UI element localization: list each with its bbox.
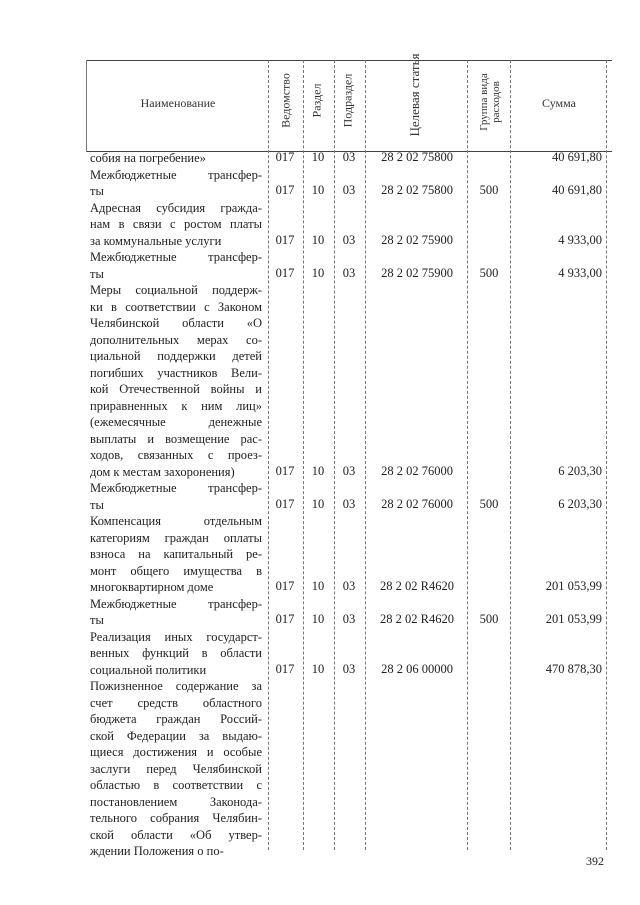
row-name-line: Межбюджетные трансфер-: [90, 481, 262, 495]
row-name-line: бюджета граждан Россий-: [90, 712, 262, 726]
row-razdel: 10: [311, 232, 325, 247]
row-name-line: категориям граждан оплаты: [90, 530, 262, 545]
header-podrazdel: Подраздел: [340, 73, 355, 128]
page-number: 392: [586, 854, 604, 868]
row-name-line: взноса на капитальный ре-: [90, 547, 262, 561]
header-razdel: Раздел: [309, 83, 324, 118]
row-name-line: социальной политики: [90, 662, 207, 677]
col-divider: [467, 60, 468, 850]
header-celevaya: [408, 50, 422, 140]
row-podrazdel: 03: [342, 150, 356, 164]
row-podrazdel: 03: [342, 232, 356, 247]
row-name-line: (ежемесячные денежные: [90, 415, 262, 429]
row-name-line: Пожизненное содержание за: [90, 679, 262, 693]
row-name-line: ходов, связанных с проез-: [90, 448, 262, 462]
row-ved: 017: [275, 232, 295, 247]
row-name-line: Адресная субсидия гражда-: [90, 200, 262, 215]
row-razdel: 10: [311, 612, 325, 626]
row-celevaya: 28 2 02 75900: [381, 232, 453, 247]
row-summa: 470 878,30: [545, 661, 602, 676]
row-razdel: 10: [311, 183, 325, 197]
row-razdel: 10: [311, 463, 325, 478]
row-name-line: многоквартирном доме: [90, 580, 214, 594]
row-ved: 017: [275, 579, 295, 593]
row-celevaya: 28 2 02 75900: [381, 265, 453, 280]
row-name-line: щиеся достижения и особые: [90, 745, 262, 759]
row-name-line: циальной поддержки детей: [90, 349, 262, 363]
col-divider: [606, 60, 607, 850]
row-name-line: монт общего имущества в: [90, 563, 262, 578]
header-summa: Сумма: [542, 96, 576, 110]
header-gruppa-text: Группа вида расходов: [478, 73, 502, 131]
row-podrazdel: 03: [342, 612, 356, 626]
row-name-line: Реализация иных государст-: [90, 629, 262, 644]
row-name-line: дополнительных мерах со-: [90, 332, 262, 347]
row-name-line: счет средств областного: [90, 695, 262, 710]
row-name-line: Меры социальной поддерж-: [90, 283, 262, 297]
row-name-line: Челябинской области «О: [90, 316, 262, 330]
row-celevaya: 28 2 02 76000: [381, 463, 453, 478]
row-name-line: выплаты и возмещение рас-: [90, 431, 262, 446]
row-summa: 4 933,00: [558, 265, 602, 280]
row-razdel: 10: [311, 150, 325, 164]
row-razdel: 10: [311, 496, 325, 511]
row-name-line: погибших участников Вели-: [90, 365, 262, 380]
row-celevaya: 28 2 02 R4620: [380, 612, 454, 626]
row-name-line: Межбюджетные трансфер-: [90, 596, 262, 611]
col-divider: [510, 60, 511, 850]
header-ved: Ведомство: [278, 73, 293, 128]
header-gruppa: [478, 60, 502, 144]
col-divider: [86, 60, 87, 152]
row-ved: 017: [275, 463, 295, 478]
row-name-line: кой Отечественной войны и: [90, 382, 262, 396]
row-ved: 017: [275, 612, 295, 626]
row-celevaya: 28 2 06 00000: [381, 661, 453, 676]
row-celevaya: 28 2 02 75800: [381, 150, 453, 164]
row-name-line: за коммунальные услуги: [90, 233, 222, 248]
row-name-line: областью в соответствии с: [90, 778, 262, 792]
row-name-line: постановлением Законода-: [90, 794, 262, 809]
row-podrazdel: 03: [342, 661, 356, 676]
row-ved: 017: [275, 265, 295, 280]
row-ved: 017: [275, 150, 295, 164]
row-podrazdel: 03: [342, 579, 356, 593]
col-divider: [268, 60, 269, 850]
row-razdel: 10: [311, 265, 325, 280]
header-celevaya-text: Целевая статья: [407, 53, 422, 137]
row-ved: 017: [275, 661, 295, 676]
row-gruppa: 500: [479, 183, 499, 197]
row-name-line: Компенсация отдельным: [90, 514, 262, 528]
row-name-line: ты: [90, 184, 104, 198]
row-name-line: дом к местам захоронения): [90, 464, 235, 479]
row-name-line: ской Федерации за выдаю-: [90, 728, 262, 743]
row-name-line: Межбюджетные трансфер-: [90, 167, 262, 182]
row-name-line: заслуги перед Челябинской: [90, 761, 262, 776]
col-divider: [334, 60, 335, 850]
row-podrazdel: 03: [342, 265, 356, 280]
row-summa: 6 203,30: [558, 496, 602, 511]
row-name-line: нам в связи с ростом платы: [90, 217, 262, 231]
row-name-line: ской области «Об утвер-: [90, 827, 262, 842]
row-ved: 017: [275, 183, 295, 197]
row-summa: 40 691,80: [552, 183, 602, 197]
row-podrazdel: 03: [342, 496, 356, 511]
row-gruppa: 500: [479, 496, 499, 511]
row-razdel: 10: [311, 661, 325, 676]
row-name-line: ты: [90, 266, 104, 281]
header-name: Наименование: [140, 96, 216, 110]
row-summa: 6 203,30: [558, 463, 602, 478]
col-divider: [365, 60, 366, 850]
row-summa: 201 053,99: [545, 579, 602, 593]
row-name-line: венных функций в области: [90, 646, 262, 660]
row-podrazdel: 03: [342, 463, 356, 478]
row-name-line: ты: [90, 497, 104, 512]
row-name-line: ждении Положения о по-: [90, 844, 224, 858]
row-celevaya: 28 2 02 R4620: [380, 579, 454, 593]
col-divider: [303, 60, 304, 850]
row-name-line: собия на погребение»: [90, 151, 206, 165]
row-name-line: Межбюджетные трансфер-: [90, 250, 262, 264]
row-name-line: ты: [90, 613, 104, 627]
row-name-line: приравненных к ним лиц»: [90, 398, 262, 413]
row-gruppa: 500: [479, 612, 499, 626]
row-celevaya: 28 2 02 75800: [381, 183, 453, 197]
row-podrazdel: 03: [342, 183, 356, 197]
row-name-line: ки в соответствии с Законом: [90, 299, 262, 314]
row-ved: 017: [275, 496, 295, 511]
row-name-line: тельного собрания Челябин-: [90, 811, 262, 825]
row-summa: 201 053,99: [545, 612, 602, 626]
row-celevaya: 28 2 02 76000: [381, 496, 453, 511]
row-summa: 4 933,00: [558, 232, 602, 247]
row-summa: 40 691,80: [552, 150, 602, 164]
row-gruppa: 500: [479, 265, 499, 280]
row-razdel: 10: [311, 579, 325, 593]
